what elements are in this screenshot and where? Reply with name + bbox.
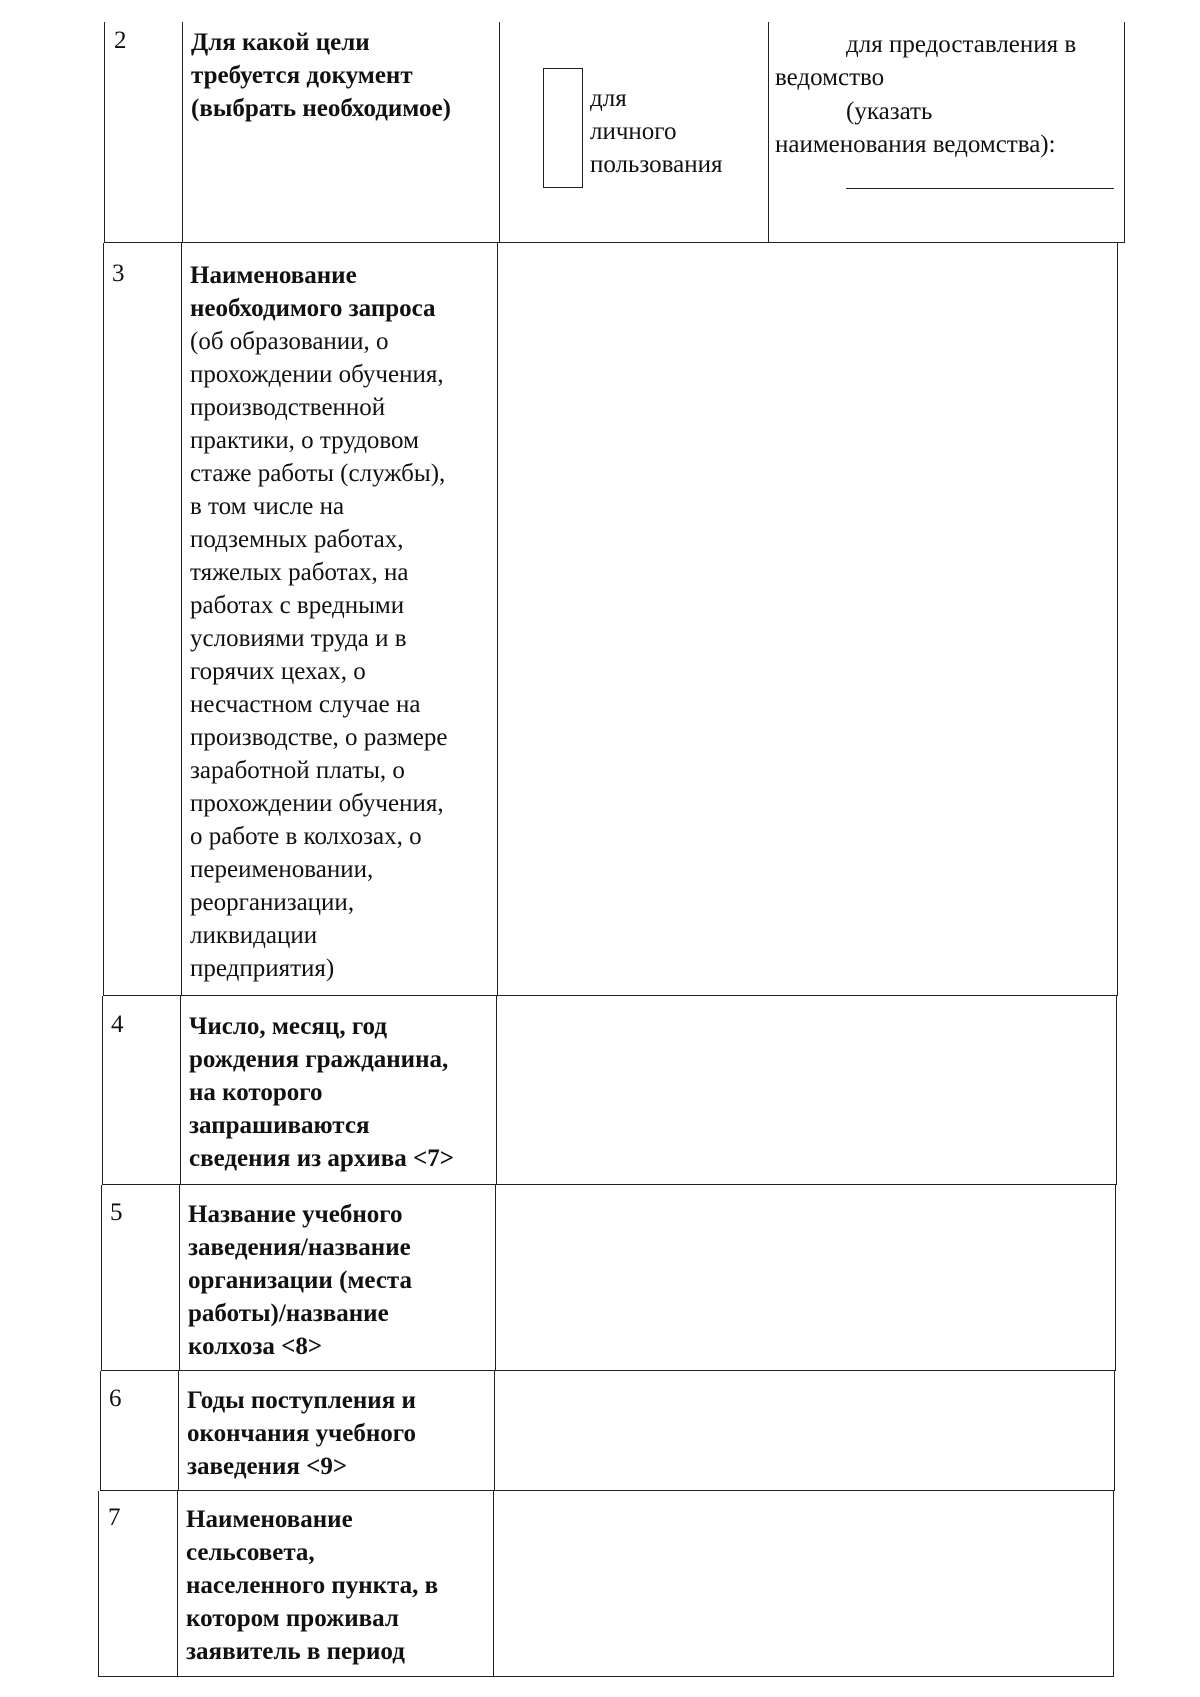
row-6-col-divider-1 — [178, 1371, 179, 1491]
row-label-bold: Наименование необходимого запроса — [190, 262, 436, 322]
row-2-col-divider-3 — [768, 22, 769, 243]
row-7-left-border — [98, 1491, 99, 1677]
row-6-right-border — [1114, 1371, 1115, 1491]
row-4-left-border — [102, 996, 103, 1185]
row-label: Годы поступления и окончания учебного заведения <9> — [187, 1387, 416, 1480]
row-number: 5 — [110, 1199, 123, 1226]
row-2-left-border — [104, 22, 105, 243]
row-label-details: (об образовании, о прохождении обучения, производственной практики, о трудовом стаже работы (службы), в том числе на подземных работах, тяжелых работах, на работах с вредными условиями труда и в горячих цехах, о несчастном случае на производстве, о размере заработной платы, о прохождении обучения, о работе в колхозах, о переименовании, реорганизации, ликвидации предприятия) — [190, 328, 448, 982]
personal-use-checkbox[interactable] — [543, 68, 583, 188]
agency-option-line4: наименования ведомства): — [775, 131, 1056, 158]
row-number: 7 — [108, 1504, 121, 1531]
row-number: 4 — [111, 1011, 124, 1038]
agency-name-field[interactable] — [846, 188, 1114, 189]
row-label: Для какой цели требуется документ (выбрать необходимое) — [191, 29, 451, 122]
agency-option-line3: (указать — [846, 98, 933, 125]
row-7-col-divider-2 — [493, 1491, 494, 1677]
row-number: 2 — [114, 27, 127, 54]
row-5-col-divider-2 — [495, 1185, 496, 1371]
row-5-right-border — [1115, 1185, 1116, 1371]
row-2-right-border — [1124, 22, 1125, 243]
row-4-col-divider-2 — [496, 996, 497, 1185]
agency-option-line1: для предоставления в — [846, 31, 1077, 58]
row-4-right-border — [1116, 996, 1117, 1185]
personal-use-option-label: для личного пользования — [590, 85, 723, 178]
row-number: 3 — [112, 260, 125, 287]
row-7-col-divider-1 — [177, 1491, 178, 1677]
row-label: Наименование сельсовета, населенного пункта, в котором проживал заявитель в период — [186, 1506, 439, 1665]
row-2-col-divider-2 — [499, 22, 500, 243]
row-6-col-divider-2 — [494, 1371, 495, 1491]
row-5-col-divider-1 — [179, 1185, 180, 1371]
row-label: Название учебного заведения/название организации (места работы)/название колхоза <8> — [188, 1201, 413, 1360]
row-5-left-border — [101, 1185, 102, 1371]
row-3-right-border — [1117, 243, 1118, 996]
row-3-left-border — [103, 243, 104, 996]
row-3-col-divider-1 — [181, 243, 182, 996]
row-3-col-divider-2 — [497, 243, 498, 996]
row-6-left-border — [100, 1371, 101, 1491]
row-label: Число, месяц, год рождения гражданина, на которого запрашиваются сведения из архива <7> — [189, 1013, 454, 1172]
agency-option-line2: ведомство — [775, 64, 885, 91]
row-number: 6 — [109, 1385, 122, 1412]
row-2-col-divider-1 — [182, 22, 183, 243]
row-4-col-divider-1 — [180, 996, 181, 1185]
row-7-right-border — [1113, 1491, 1114, 1677]
